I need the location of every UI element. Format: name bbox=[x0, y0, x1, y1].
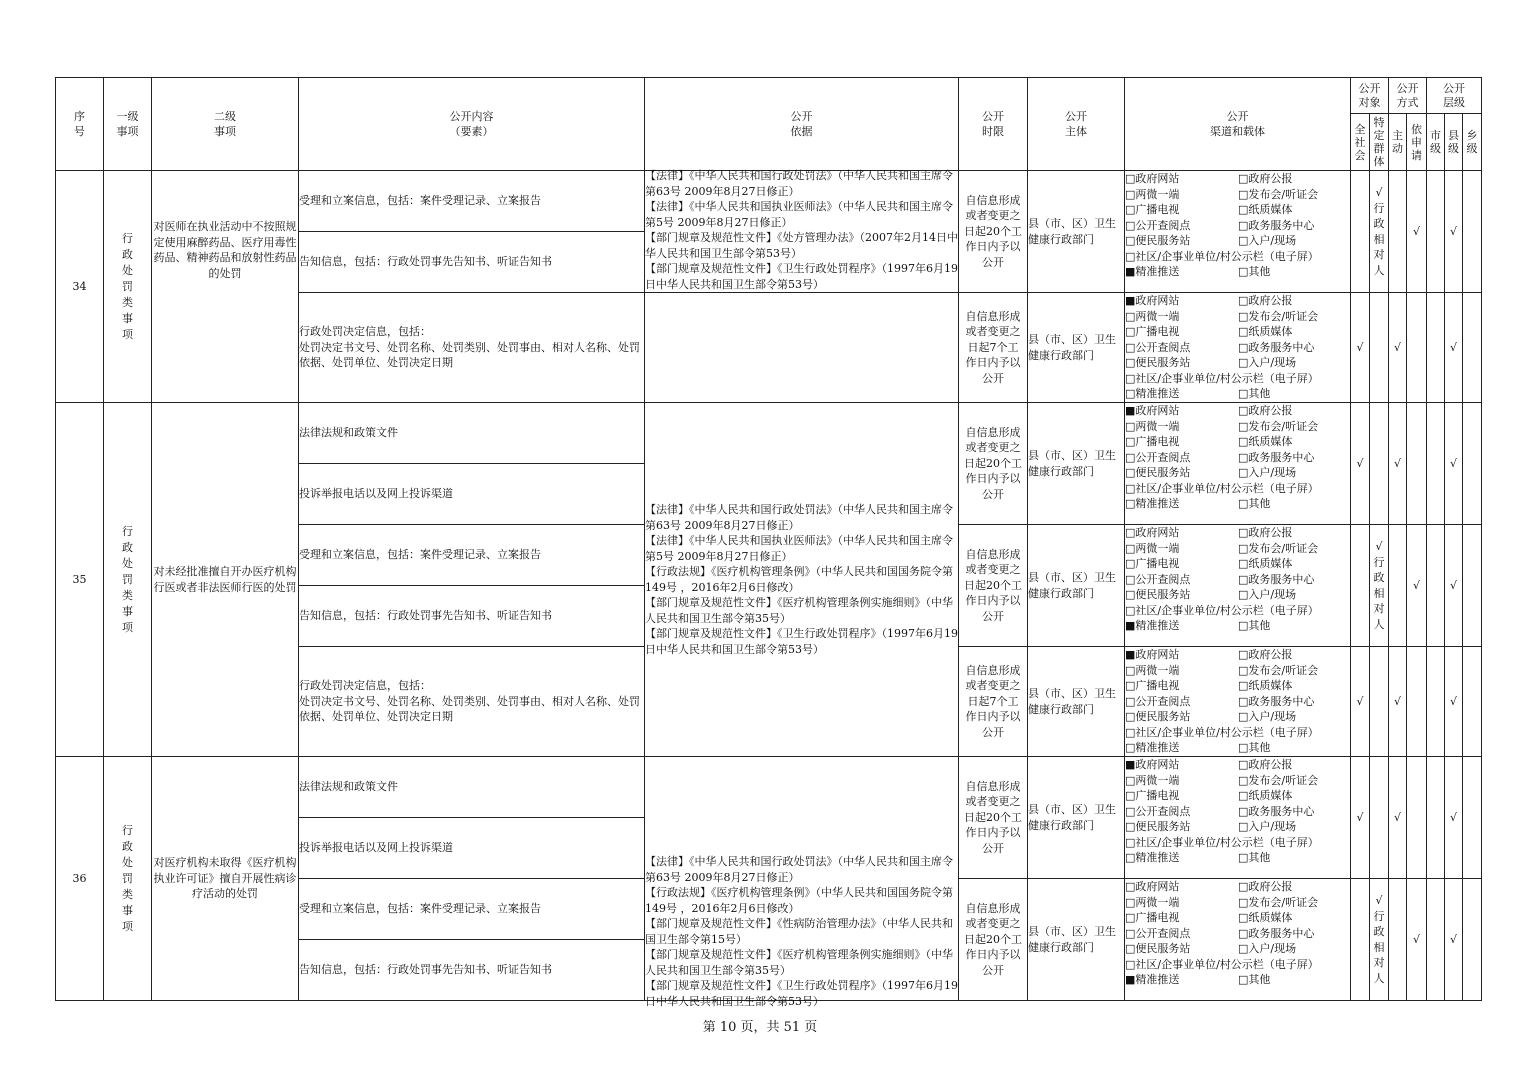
channel-option: □精准推送 bbox=[1125, 741, 1180, 754]
subject-cell: 县（市、区）卫生健康行政部门 bbox=[1028, 171, 1125, 293]
channel-row bbox=[1125, 171, 1350, 187]
channel-option: □便民服务站 bbox=[1125, 466, 1191, 479]
specific-cell bbox=[1370, 403, 1389, 525]
channel-option: □其他 bbox=[1238, 497, 1271, 510]
time-cell: 自信息形成 或者变更之 日起20个工 作日内予以 公开 bbox=[959, 171, 1028, 293]
channel-option: □社区/企事业单位/村公示栏（电子屏） bbox=[1125, 249, 1319, 263]
channel-option: □公开查阅点 bbox=[1125, 804, 1191, 818]
channel-option: □纸质媒体 bbox=[1238, 435, 1293, 448]
channel-option: □两微一端 bbox=[1125, 773, 1180, 787]
active-cell bbox=[1389, 879, 1407, 1001]
on-request-cell bbox=[1407, 293, 1427, 403]
channel-option: □公开查阅点 bbox=[1125, 450, 1191, 464]
basis-paragraph: 【部门规章及规范性文件】《医疗机构管理条例实施细则》（中华人民共和国卫生部令第35号） bbox=[645, 596, 953, 625]
all-society-cell bbox=[1351, 171, 1370, 293]
header-seq: 序 号 bbox=[56, 78, 104, 171]
content-notify: 告知信息，包括：行政处罚事先告知书、听证告知书 bbox=[299, 940, 645, 1001]
channel-option: □政务服务中心 bbox=[1238, 804, 1315, 818]
channel-row bbox=[1125, 850, 1350, 866]
header-basis: 公开 依据 bbox=[645, 78, 959, 171]
channel-row bbox=[1125, 202, 1350, 218]
channel-option: □政府网站 bbox=[1125, 880, 1180, 893]
channel-option: □发布会/听证会 bbox=[1238, 419, 1319, 433]
all-society-cell: √ bbox=[1351, 403, 1370, 525]
header-target: 公开 对象 bbox=[1351, 78, 1389, 114]
time-cell: 自信息形成 或者变更之 日起20个工 作日内予以 公开 bbox=[959, 757, 1028, 879]
content-decision: 行政处罚决定信息，包括： 处罚决定书文号、处罚名称、处罚类别、处罚事由、相对人名称、处罚依据、处罚单位、处罚决定日期 bbox=[299, 293, 645, 403]
channel-row bbox=[1125, 218, 1350, 234]
county-cell: √ bbox=[1445, 525, 1463, 647]
channel-option: □纸质媒体 bbox=[1238, 325, 1293, 338]
channel-option: □两微一端 bbox=[1125, 187, 1180, 201]
content-complaint: 投诉举报电话以及网上投诉渠道 bbox=[299, 464, 645, 525]
specific-cell: √ 行 政 相 对 人 bbox=[1370, 171, 1389, 293]
basis-paragraph: 【部门规章及规范性文件】《卫生行政处罚程序》（1997年6月19日中华人民共和国卫生部令第53号） bbox=[645, 627, 958, 656]
channel-option: ■精准推送 bbox=[1125, 973, 1180, 986]
active-cell: √ bbox=[1389, 647, 1407, 757]
header-level1: 一级 事项 bbox=[104, 78, 152, 171]
content-accept: 受理和立案信息，包括：案件受理记录、立案报告 bbox=[299, 171, 645, 232]
channel-option: □政务服务中心 bbox=[1238, 218, 1315, 232]
channel-row bbox=[1125, 678, 1350, 694]
channel-row bbox=[1125, 587, 1350, 603]
header-on-request: 依 申 请 bbox=[1407, 114, 1427, 171]
channel-row bbox=[1125, 355, 1350, 371]
channel-option: □政府公报 bbox=[1238, 172, 1293, 185]
township-cell bbox=[1463, 647, 1482, 757]
channel-option: ■政府网站 bbox=[1125, 758, 1180, 771]
active-cell: √ bbox=[1389, 403, 1407, 525]
channel-row bbox=[1125, 835, 1350, 851]
channel-option: ■精准推送 bbox=[1125, 619, 1180, 632]
channel-option: □政务服务中心 bbox=[1238, 926, 1315, 940]
channel-option: □其他 bbox=[1238, 387, 1271, 400]
channel-row bbox=[1125, 725, 1350, 741]
header-level: 公开 层级 bbox=[1427, 78, 1482, 114]
channel-option: □入户/现场 bbox=[1238, 820, 1297, 833]
channel-cell bbox=[1125, 171, 1351, 293]
channel-option: □其他 bbox=[1238, 619, 1271, 632]
city-cell bbox=[1427, 757, 1445, 879]
channel-option: □入户/现场 bbox=[1238, 234, 1297, 247]
county-cell: √ bbox=[1445, 403, 1463, 525]
time-cell: 自信息形成 或者变更之 日起7个工 作日内予以 公开 bbox=[959, 647, 1028, 757]
on-request-cell: √ bbox=[1407, 879, 1427, 1001]
channel-option: □发布会/听证会 bbox=[1238, 895, 1319, 909]
channel-row bbox=[1125, 926, 1350, 942]
basis-cell bbox=[645, 757, 959, 1008]
basis-paragraph: 【法律】《中华人民共和国行政处罚法》（中华人民共和国主席令第63号 2009年8月27日修正） bbox=[645, 169, 953, 198]
channel-option: □便民服务站 bbox=[1125, 942, 1191, 955]
channel-option: □广播电视 bbox=[1125, 557, 1180, 570]
channel-row bbox=[1125, 309, 1350, 325]
channel-option: □广播电视 bbox=[1125, 911, 1180, 924]
channel-option: □其他 bbox=[1238, 741, 1271, 754]
channel-option: □社区/企事业单位/村公示栏（电子屏） bbox=[1125, 835, 1319, 849]
channel-option: □政府公报 bbox=[1238, 880, 1293, 893]
specific-cell bbox=[1370, 293, 1389, 403]
basis-paragraph: 【法律】《中华人民共和国行政处罚法》（中华人民共和国主席令第63号 2009年8月27日修正） bbox=[645, 503, 953, 532]
time-cell: 自信息形成 或者变更之 日起20个工 作日内予以 公开 bbox=[959, 403, 1028, 525]
channel-option: □政务服务中心 bbox=[1238, 572, 1315, 586]
channel-row bbox=[1125, 663, 1350, 679]
channel-row bbox=[1125, 324, 1350, 340]
basis-paragraph: 【部门规章及规范性文件】《处方管理办法》（2007年2月14日中华人民共和国卫生部令第53号） bbox=[645, 231, 958, 260]
header-subject: 公开 主体 bbox=[1028, 78, 1125, 171]
level1-cell: 行 政 处 罚 类 事 项 bbox=[104, 171, 152, 403]
channel-option: □便民服务站 bbox=[1125, 234, 1191, 247]
channel-row bbox=[1125, 740, 1350, 756]
header-county: 县 级 bbox=[1445, 114, 1463, 171]
channel-row bbox=[1125, 419, 1350, 435]
channel-option: □政府公报 bbox=[1238, 294, 1293, 307]
all-society-cell: √ bbox=[1351, 293, 1370, 403]
specific-cell: √ 行 政 相 对 人 bbox=[1370, 879, 1389, 1001]
time-cell: 自信息形成 或者变更之 日起20个工 作日内予以 公开 bbox=[959, 525, 1028, 647]
township-cell bbox=[1463, 757, 1482, 879]
channel-row bbox=[1125, 187, 1350, 203]
city-cell bbox=[1427, 171, 1445, 293]
channel-row bbox=[1125, 264, 1350, 280]
channel-option: ■政府网站 bbox=[1125, 404, 1180, 417]
channel-option: □其他 bbox=[1238, 851, 1271, 864]
level1-cell: 行 政 处 罚 类 事 项 bbox=[104, 757, 152, 1001]
channel-option: □公开查阅点 bbox=[1125, 340, 1191, 354]
channel-option: □入户/现场 bbox=[1238, 710, 1297, 723]
active-cell: √ bbox=[1389, 293, 1407, 403]
subject-cell: 县（市、区）卫生健康行政部门 bbox=[1028, 757, 1125, 879]
channel-option: □广播电视 bbox=[1125, 679, 1180, 692]
on-request-cell bbox=[1407, 647, 1427, 757]
basis-cell-empty bbox=[645, 293, 959, 403]
header-specific: 特 定 群 体 bbox=[1370, 114, 1389, 171]
channel-row bbox=[1125, 709, 1350, 725]
channel-option: ■精准推送 bbox=[1125, 265, 1180, 278]
level1-cell: 行 政 处 罚 类 事 项 bbox=[104, 403, 152, 757]
basis-paragraph: 【行政法规】《医疗机构管理条例》（中华人民共和国国务院令第149号 ，2016年2月6日修改） bbox=[645, 565, 953, 594]
header-content: 公开内容 （要素） bbox=[299, 78, 645, 171]
channel-option: □两微一端 bbox=[1125, 895, 1180, 909]
specific-cell: √ 行 政 相 对 人 bbox=[1370, 525, 1389, 647]
channel-option: □便民服务站 bbox=[1125, 588, 1191, 601]
content-notify: 告知信息，包括：行政处罚事先告知书、听证告知书 bbox=[299, 232, 645, 293]
township-cell bbox=[1463, 879, 1482, 1001]
channel-option: □便民服务站 bbox=[1125, 710, 1191, 723]
basis-paragraph: 【部门规章及规范性文件】《医疗机构管理条例实施细则》（中华人民共和国卫生部令第35号） bbox=[645, 948, 953, 977]
channel-cell bbox=[1125, 293, 1351, 403]
channel-row bbox=[1125, 972, 1350, 988]
channel-option: □广播电视 bbox=[1125, 325, 1180, 338]
channel-row bbox=[1125, 293, 1350, 309]
channel-row bbox=[1125, 371, 1350, 387]
channel-option: □社区/企事业单位/村公示栏（电子屏） bbox=[1125, 957, 1319, 971]
level2-cell: 对未经批准擅自开办医疗机构行医或者非法医师行医的处罚 bbox=[152, 403, 299, 757]
subject-cell: 县（市、区）卫生健康行政部门 bbox=[1028, 293, 1125, 403]
channel-row bbox=[1125, 647, 1350, 663]
channel-row bbox=[1125, 895, 1350, 911]
active-cell: √ bbox=[1389, 757, 1407, 879]
county-cell: √ bbox=[1445, 757, 1463, 879]
level2-cell: 对医师在执业活动中不按照规定使用麻醉药品、医疗用毒性药品、精神药品和放射性药品的处罚 bbox=[152, 171, 299, 403]
channel-option: □便民服务站 bbox=[1125, 820, 1191, 833]
basis-cell bbox=[645, 403, 959, 757]
channel-option: □入户/现场 bbox=[1238, 466, 1297, 479]
channel-option: □政府公报 bbox=[1238, 404, 1293, 417]
channel-option: □政务服务中心 bbox=[1238, 694, 1315, 708]
header-time: 公开 时限 bbox=[959, 78, 1028, 171]
all-society-cell bbox=[1351, 525, 1370, 647]
basis-paragraph: 【部门规章及规范性文件】《性病防治管理办法》（中华人民共和国卫生部令第15号） bbox=[645, 917, 953, 946]
channel-option: ■政府网站 bbox=[1125, 294, 1180, 307]
specific-cell bbox=[1370, 757, 1389, 879]
channel-option: □发布会/听证会 bbox=[1238, 663, 1319, 677]
basis-paragraph: 【法律】《中华人民共和国行政处罚法》（中华人民共和国主席令第63号 2009年8月27日修正） bbox=[645, 855, 953, 884]
channel-option: □入户/现场 bbox=[1238, 588, 1297, 601]
all-society-cell: √ bbox=[1351, 757, 1370, 879]
channel-option: □两微一端 bbox=[1125, 663, 1180, 677]
on-request-cell: √ bbox=[1407, 525, 1427, 647]
content-complaint: 投诉举报电话以及网上投诉渠道 bbox=[299, 818, 645, 879]
active-cell bbox=[1389, 171, 1407, 293]
channel-option: □两微一端 bbox=[1125, 541, 1180, 555]
seq-cell: 34 bbox=[56, 171, 104, 403]
city-cell bbox=[1427, 525, 1445, 647]
township-cell bbox=[1463, 293, 1482, 403]
channel-row bbox=[1125, 694, 1350, 710]
channel-row bbox=[1125, 757, 1350, 773]
channel-row bbox=[1125, 819, 1350, 835]
channel-option: □发布会/听证会 bbox=[1238, 187, 1319, 201]
channel-option: □发布会/听证会 bbox=[1238, 541, 1319, 555]
channel-option: □纸质媒体 bbox=[1238, 789, 1293, 802]
township-cell bbox=[1463, 171, 1482, 293]
seq-cell: 36 bbox=[56, 757, 104, 1001]
channel-row bbox=[1125, 481, 1350, 497]
channel-row bbox=[1125, 618, 1350, 634]
city-cell bbox=[1427, 293, 1445, 403]
page-footer: 第 10 页，共 51 页 bbox=[702, 1020, 818, 1035]
content-law: 法律法规和政策文件 bbox=[299, 403, 645, 464]
city-cell bbox=[1427, 647, 1445, 757]
channel-row bbox=[1125, 496, 1350, 512]
channel-option: □广播电视 bbox=[1125, 435, 1180, 448]
channel-row bbox=[1125, 434, 1350, 450]
channel-option: □广播电视 bbox=[1125, 789, 1180, 802]
channel-option: □精准推送 bbox=[1125, 851, 1180, 864]
channel-row bbox=[1125, 233, 1350, 249]
channel-option: □入户/现场 bbox=[1238, 356, 1297, 369]
channel-row bbox=[1125, 556, 1350, 572]
specific-cell bbox=[1370, 647, 1389, 757]
channel-row bbox=[1125, 465, 1350, 481]
channel-row bbox=[1125, 879, 1350, 895]
level2-cell: 对医疗机构未取得《医疗机构执业许可证》擅自开展性病诊疗活动的处罚 bbox=[152, 757, 299, 1001]
channel-option: □纸质媒体 bbox=[1238, 203, 1293, 216]
channel-row bbox=[1125, 957, 1350, 973]
content-notify: 告知信息，包括：行政处罚事先告知书、听证告知书 bbox=[299, 586, 645, 647]
disclosure-table bbox=[55, 77, 1482, 1008]
time-cell: 自信息形成 或者变更之 日起20个工 作日内予以 公开 bbox=[959, 879, 1028, 1001]
channel-row bbox=[1125, 788, 1350, 804]
channel-option: □纸质媒体 bbox=[1238, 911, 1293, 924]
channel-option: □精准推送 bbox=[1125, 387, 1180, 400]
channel-option: □两微一端 bbox=[1125, 419, 1180, 433]
active-cell bbox=[1389, 525, 1407, 647]
channel-option: □公开查阅点 bbox=[1125, 572, 1191, 586]
channel-option: □政府公报 bbox=[1238, 526, 1293, 539]
channel-option: □公开查阅点 bbox=[1125, 694, 1191, 708]
header-active: 主 动 bbox=[1389, 114, 1407, 171]
city-cell bbox=[1427, 403, 1445, 525]
time-cell: 自信息形成 或者变更之 日起7个工 作日内予以 公开 bbox=[959, 293, 1028, 403]
basis-paragraph: 【部门规章及规范性文件】《卫生行政处罚程序》（1997年6月19日中华人民共和国卫生部令第53号） bbox=[645, 979, 958, 1008]
basis-paragraph: 【法律】《中华人民共和国执业医师法》（中华人民共和国主席令第5号 2009年8月27日修正） bbox=[645, 200, 953, 229]
channel-cell bbox=[1125, 757, 1351, 879]
channel-option: □广播电视 bbox=[1125, 203, 1180, 216]
channel-row bbox=[1125, 572, 1350, 588]
channel-option: □发布会/听证会 bbox=[1238, 773, 1319, 787]
channel-row bbox=[1125, 249, 1350, 265]
channel-row bbox=[1125, 910, 1350, 926]
header-township: 乡 级 bbox=[1463, 114, 1482, 171]
county-cell: √ bbox=[1445, 879, 1463, 1001]
channel-option: □政府公报 bbox=[1238, 648, 1293, 661]
channel-option: □纸质媒体 bbox=[1238, 557, 1293, 570]
channel-cell bbox=[1125, 647, 1351, 757]
channel-option: ■政府网站 bbox=[1125, 648, 1180, 661]
channel-option: □政府网站 bbox=[1125, 526, 1180, 539]
channel-row bbox=[1125, 525, 1350, 541]
channel-option: □政府公报 bbox=[1238, 758, 1293, 771]
channel-option: □发布会/听证会 bbox=[1238, 309, 1319, 323]
header-channel: 公开 渠道和载体 bbox=[1125, 78, 1351, 171]
township-cell bbox=[1463, 525, 1482, 647]
channel-cell bbox=[1125, 879, 1351, 1001]
subject-cell: 县（市、区）卫生健康行政部门 bbox=[1028, 525, 1125, 647]
subject-cell: 县（市、区）卫生健康行政部门 bbox=[1028, 403, 1125, 525]
channel-option: □纸质媒体 bbox=[1238, 679, 1293, 692]
channel-row bbox=[1125, 603, 1350, 619]
basis-paragraph: 【法律】《中华人民共和国执业医师法》（中华人民共和国主席令第5号 2009年8月27日修正） bbox=[645, 534, 953, 563]
channel-option: □入户/现场 bbox=[1238, 942, 1297, 955]
content-accept: 受理和立案信息，包括：案件受理记录、立案报告 bbox=[299, 525, 645, 586]
city-cell bbox=[1427, 879, 1445, 1001]
channel-option: □公开查阅点 bbox=[1125, 218, 1191, 232]
county-cell: √ bbox=[1445, 293, 1463, 403]
header-all-society: 全 社 会 bbox=[1351, 114, 1370, 171]
county-cell: √ bbox=[1445, 647, 1463, 757]
township-cell bbox=[1463, 403, 1482, 525]
channel-option: □社区/企事业单位/村公示栏（电子屏） bbox=[1125, 371, 1319, 385]
channel-option: □公开查阅点 bbox=[1125, 926, 1191, 940]
channel-option: □政府网站 bbox=[1125, 172, 1180, 185]
on-request-cell bbox=[1407, 403, 1427, 525]
county-cell: √ bbox=[1445, 171, 1463, 293]
channel-row bbox=[1125, 450, 1350, 466]
on-request-cell bbox=[1407, 757, 1427, 879]
all-society-cell bbox=[1351, 879, 1370, 1001]
header-city: 市 级 bbox=[1427, 114, 1445, 171]
basis-paragraph: 【行政法规】《医疗机构管理条例》（中华人民共和国国务院令第149号 ，2016年2月6日修改） bbox=[645, 886, 953, 915]
channel-option: □便民服务站 bbox=[1125, 356, 1191, 369]
channel-option: □社区/企事业单位/村公示栏（电子屏） bbox=[1125, 481, 1319, 495]
channel-row bbox=[1125, 941, 1350, 957]
header-level2: 二级 事项 bbox=[152, 78, 299, 171]
channel-option: □社区/企事业单位/村公示栏（电子屏） bbox=[1125, 725, 1319, 739]
header-mode: 公开 方式 bbox=[1389, 78, 1427, 114]
seq-cell: 35 bbox=[56, 403, 104, 757]
channel-option: □社区/企事业单位/村公示栏（电子屏） bbox=[1125, 603, 1319, 617]
channel-row bbox=[1125, 541, 1350, 557]
basis-cell bbox=[645, 171, 959, 293]
content-decision: 行政处罚决定信息，包括： 处罚决定书文号、处罚名称、处罚类别、处罚事由、相对人名称、处罚依据、处罚单位、处罚决定日期 bbox=[299, 647, 645, 757]
channel-option: □其他 bbox=[1238, 265, 1271, 278]
all-society-cell: √ bbox=[1351, 647, 1370, 757]
channel-row bbox=[1125, 340, 1350, 356]
content-accept: 受理和立案信息，包括：案件受理记录、立案报告 bbox=[299, 879, 645, 940]
channel-option: □其他 bbox=[1238, 973, 1271, 986]
basis-paragraph: 【部门规章及规范性文件】《卫生行政处罚程序》（1997年6月19日中华人民共和国卫生部令第53号） bbox=[645, 262, 958, 291]
channel-option: □两微一端 bbox=[1125, 309, 1180, 323]
channel-option: □政务服务中心 bbox=[1238, 450, 1315, 464]
subject-cell: 县（市、区）卫生健康行政部门 bbox=[1028, 647, 1125, 757]
channel-row bbox=[1125, 403, 1350, 419]
channel-option: □精准推送 bbox=[1125, 497, 1180, 510]
channel-row bbox=[1125, 386, 1350, 402]
channel-cell bbox=[1125, 403, 1351, 525]
on-request-cell: √ bbox=[1407, 171, 1427, 293]
channel-option: □政务服务中心 bbox=[1238, 340, 1315, 354]
channel-row bbox=[1125, 773, 1350, 789]
channel-cell bbox=[1125, 525, 1351, 647]
channel-row bbox=[1125, 804, 1350, 820]
content-law: 法律法规和政策文件 bbox=[299, 757, 645, 818]
subject-cell: 县（市、区）卫生健康行政部门 bbox=[1028, 879, 1125, 1001]
